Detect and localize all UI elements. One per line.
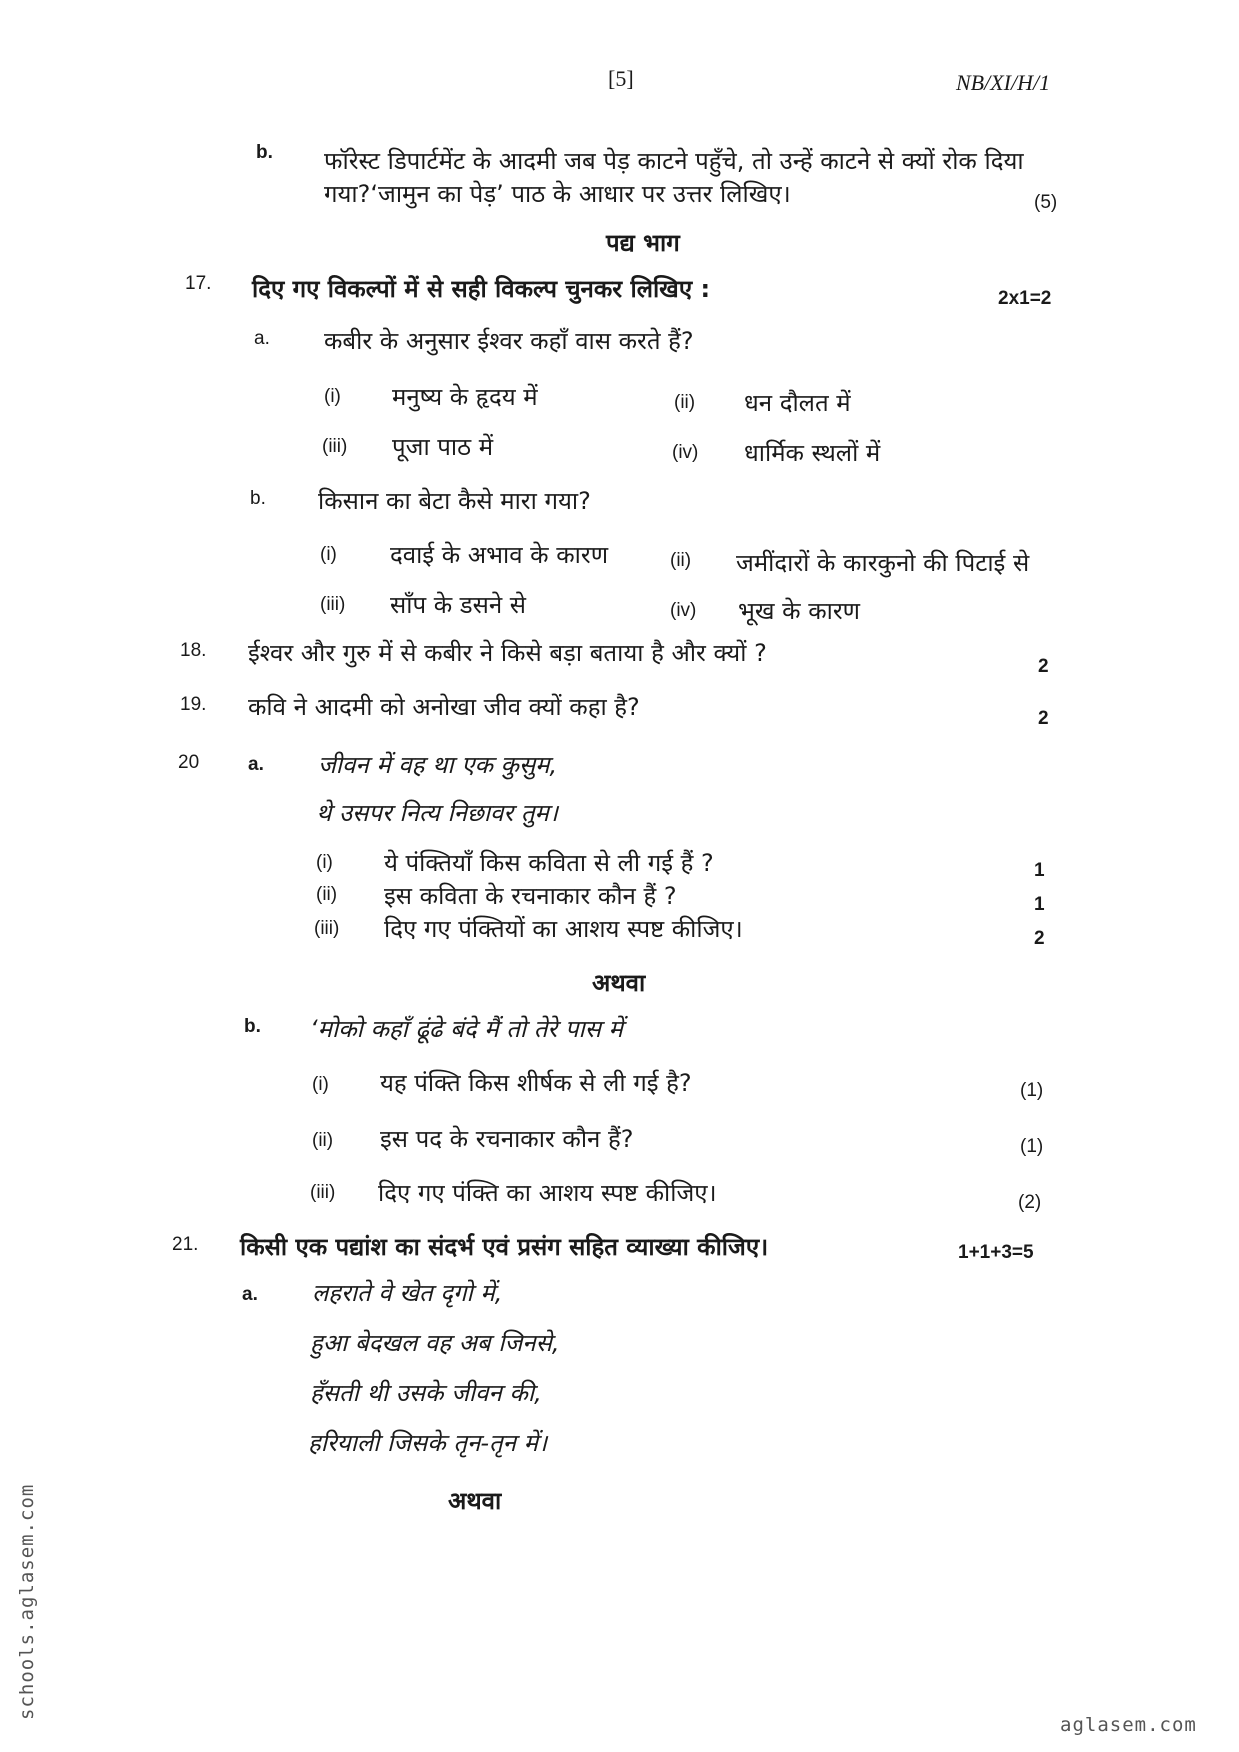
q17-number: 17.	[185, 273, 212, 294]
q19-text: कवि ने आदमी को अनोखा जीव क्यों कहा है?	[248, 693, 640, 721]
q17b-opt4-text: भूख के कारण	[738, 597, 861, 625]
q17a-label: a.	[254, 328, 270, 349]
q20b-sub1-marks: (1)	[1020, 1080, 1044, 1101]
q17a-text: कबीर के अनुसार ईश्वर कहाँ वास करते हैं?	[324, 327, 694, 355]
q20-or-separator: अथवा	[592, 969, 646, 997]
q20b-sub2-key: (ii)	[312, 1130, 334, 1151]
q20a-sub1-key: (i)	[316, 852, 333, 873]
q19-marks: 2	[1038, 708, 1049, 729]
q16b-label: b.	[256, 142, 273, 163]
q17-marks: 2x1=2	[998, 288, 1052, 309]
q20b-sub1-text: यह पंक्ति किस शीर्षक से ली गई है?	[380, 1069, 692, 1097]
q21a-line2: हुआ बेदखल वह अब जिनसे,	[310, 1329, 560, 1357]
side-watermark: schools.aglasem.com	[16, 1483, 38, 1720]
q20a-sub1-text: ये पंक्तियाँ किस कविता से ली गई हैं ?	[384, 849, 714, 877]
q17b-opt3-key: (iii)	[320, 594, 346, 615]
q20a-sub2-key: (ii)	[316, 884, 338, 905]
q20b-sub2-marks: (1)	[1020, 1136, 1044, 1157]
q20a-sub3-text: दिए गए पंक्तियों का आशय स्पष्ट कीजिए।	[384, 915, 743, 943]
q17b-opt2-text: जमींदारों के कारकुनो की पिटाई से	[736, 549, 1030, 577]
q17b-opt2-key: (ii)	[670, 550, 692, 571]
q17a-opt4-text: धार्मिक स्थलों में	[744, 439, 881, 467]
q20b-sub3-key: (iii)	[310, 1182, 336, 1203]
q20b-label: b.	[244, 1016, 261, 1037]
q20b-verse: ‘मोको कहाँ ढूंढे बंदे मैं तो तेरे पास में	[310, 1015, 623, 1043]
q17a-opt2-text: धन दौलत में	[744, 389, 851, 417]
q18-number: 18.	[180, 640, 207, 661]
q21a-line1: लहराते वे खेत दृगो में,	[312, 1279, 503, 1307]
q19-number: 19.	[180, 694, 207, 715]
q17b-opt1-text: दवाई के अभाव के कारण	[390, 541, 609, 569]
q20a-label: a.	[248, 754, 264, 775]
q17a-opt4-key: (iv)	[672, 442, 699, 463]
q16b-line1: फॉरेस्ट डिपार्टमेंट के आदमी जब पेड़ काटने पहुँचे, तो उन्हें काटने से क्यों रोक दिया	[324, 147, 1024, 175]
q20a-verse2: थे उसपर नित्य निछावर तुम।	[316, 799, 558, 827]
q20a-sub2-marks: 1	[1034, 894, 1045, 915]
q20a-sub3-marks: 2	[1034, 928, 1045, 949]
q20b-sub3-text: दिए गए पंक्ति का आशय स्पष्ट कीजिए।	[378, 1179, 717, 1207]
q17b-opt4-key: (iv)	[670, 600, 697, 621]
q18-text: ईश्वर और गुरु में से कबीर ने किसे बड़ा बताया है और क्यों ?	[248, 639, 767, 667]
corner-watermark: aglasem.com	[1060, 1714, 1197, 1736]
q21-number: 21.	[172, 1234, 199, 1255]
q17b-label: b.	[250, 488, 266, 509]
q20b-sub3-marks: (2)	[1018, 1192, 1042, 1213]
q21a-label: a.	[242, 1284, 258, 1305]
q21-text: किसी एक पद्यांश का संदर्भ एवं प्रसंग सहित व्याख्या कीजिए।	[240, 1233, 769, 1261]
q17a-opt3-key: (iii)	[322, 436, 348, 457]
q21a-line3: हँसती थी उसके जीवन की,	[310, 1379, 542, 1407]
paper-code: NB/XI/H/1	[956, 70, 1051, 95]
q18-marks: 2	[1038, 656, 1049, 677]
section-title: पद्य भाग	[606, 229, 680, 257]
q20a-sub1-marks: 1	[1034, 860, 1045, 881]
q17-text: दिए गए विकल्पों में से सही विकल्प चुनकर लिखिए :	[252, 275, 711, 303]
q20a-sub3-key: (iii)	[314, 918, 340, 939]
q17b-opt1-key: (i)	[320, 544, 337, 565]
q21-marks: 1+1+3=5	[958, 1242, 1034, 1263]
q21-or-separator: अथवा	[448, 1487, 502, 1515]
q16b-marks: (5)	[1034, 192, 1058, 213]
q17b-text: किसान का बेटा कैसे मारा गया?	[318, 487, 591, 515]
q20b-sub2-text: इस पद के रचनाकार कौन हैं?	[380, 1125, 634, 1153]
page-number: [5]	[608, 66, 634, 91]
q21a-line4: हरियाली जिसके तृन-तृन में।	[308, 1429, 548, 1457]
q17a-opt3-text: पूजा पाठ में	[392, 433, 494, 461]
q17a-opt1-key: (i)	[324, 386, 341, 407]
q20b-sub1-key: (i)	[312, 1074, 329, 1095]
q20-number: 20	[178, 752, 200, 773]
q17a-opt1-text: मनुष्य के हृदय में	[392, 383, 538, 411]
q17a-opt2-key: (ii)	[674, 392, 696, 413]
q17b-opt3-text: साँप के डसने से	[390, 591, 526, 619]
q20a-sub2-text: इस कविता के रचनाकार कौन हैं ?	[384, 882, 677, 910]
q16b-line2: गया?‘जामुन का पेड़’ पाठ के आधार पर उत्तर लिखिए।	[324, 180, 791, 208]
q20a-verse1: जीवन में वह था एक कुसुम,	[318, 751, 558, 779]
